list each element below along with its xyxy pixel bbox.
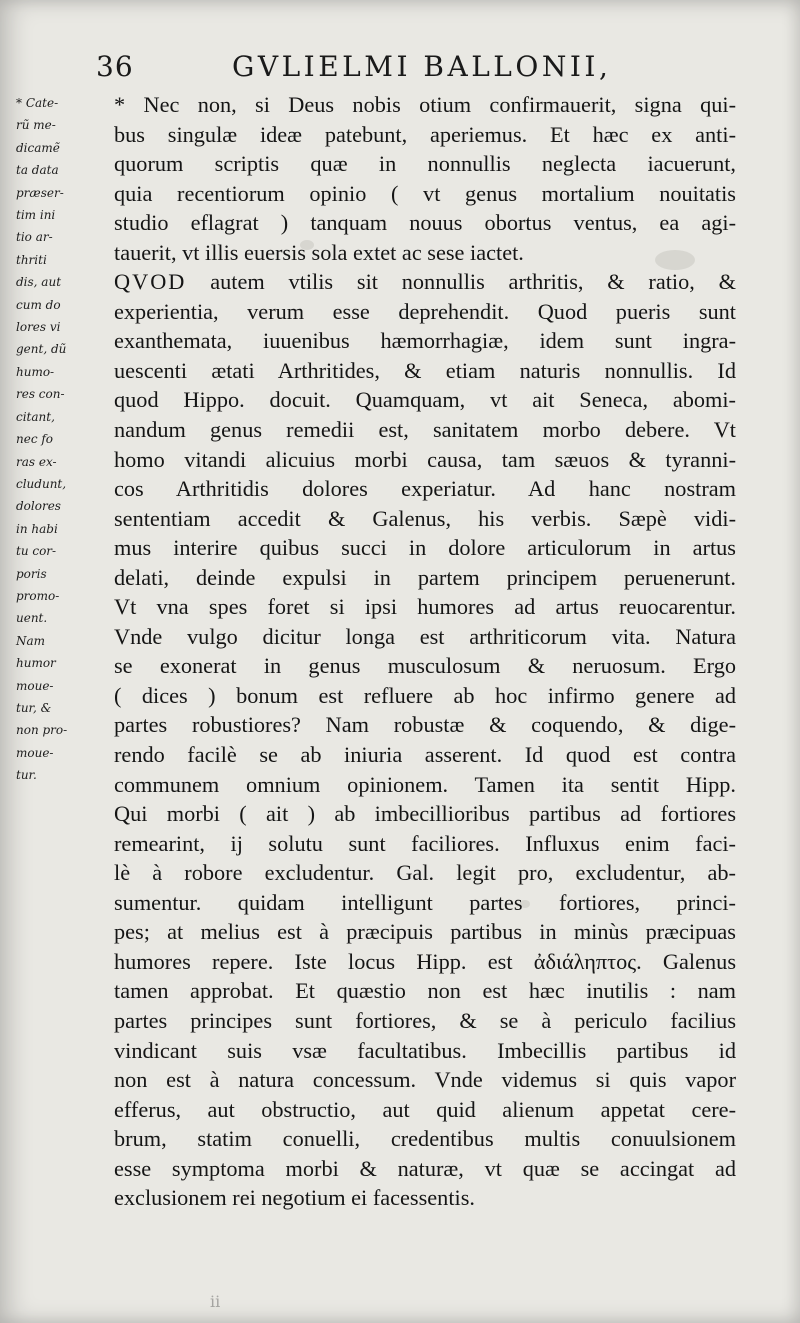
margin-note-line: thriti	[16, 252, 47, 267]
text-line: nandum genus remedii est, sanitatem morbo debere. Vt	[114, 417, 736, 443]
text-line: communem omnium opinionem. Tamen ita sentit Hipp.	[114, 771, 736, 797]
text-line-rest: autem vtilis sit nonnullis arthritis, & ratio, &	[210, 269, 736, 295]
text-line: pes; at melius est à præcipuis partibus in minùs præcipuas	[114, 919, 736, 945]
margin-note-line: cludunt,	[16, 476, 67, 491]
margin-note-line: tur.	[16, 768, 37, 783]
margin-note-line: moue-	[16, 745, 54, 760]
margin-note-line: uent.	[16, 611, 48, 626]
text-line: uescenti ætati Arthritides, & etiam naturis nonnullis. Id	[114, 357, 736, 383]
margin-note-line: ras ex-	[16, 454, 57, 469]
initial-word: QVOD	[114, 269, 187, 295]
text-line: quorum scriptis quæ in nonnullis neglecta iacuerunt,	[114, 151, 736, 177]
margin-note-line: præser-	[16, 185, 64, 200]
margin-note-line: humo-	[16, 364, 55, 379]
text-line: sententiam accedit & Galenus, his verbis. Sæpè vidi-	[114, 505, 736, 531]
margin-note-line: Nam	[16, 633, 46, 648]
page-number: 36	[96, 50, 134, 83]
margin-note-line: res con-	[16, 387, 65, 402]
text-line	[114, 267, 736, 297]
margin-note-line: promo-	[16, 588, 60, 603]
margin-note-line: dolores	[16, 499, 61, 514]
margin-note-line: rũ me-	[16, 118, 56, 133]
margin-note-line: dicamẽ	[16, 140, 60, 155]
page-header	[0, 44, 800, 84]
margin-note-line: non pro-	[16, 723, 68, 738]
text-line: exclusionem rei negotium ei facessentis.	[114, 1185, 475, 1211]
margin-note-line: dis, aut	[16, 275, 62, 290]
text-line: sumentur. quidam intelligunt partes fortiores, princi-	[114, 889, 736, 915]
margin-note-line: citant,	[16, 409, 55, 424]
text-line: ( dices ) bonum est refluere ab hoc infirmo genere ad	[114, 682, 736, 708]
text-line: exanthemata, iuuenibus hæmorrhagiæ, idem sunt ingra-	[114, 328, 736, 354]
margin-note-line: tim ini	[16, 208, 56, 223]
text-line: Vt vna spes foret si ipsi humores ad artus reuocarentur.	[114, 594, 736, 620]
text-line: esse symptoma morbi & naturæ, vt quæ se accingat ad	[114, 1155, 736, 1181]
text-line: cos Arthritidis dolores experiatur. Ad hanc nostram	[114, 476, 736, 502]
text-line: experientia, verum esse deprehendit. Quod pueris sunt	[114, 298, 736, 324]
margin-note-line: poris	[16, 566, 47, 581]
text-line: lè à robore excludentur. Gal. legit pro, excludentur, ab-	[114, 860, 736, 886]
text-line: studio eflagrat ) tanquam nouus obortus ventus, ea agi-	[114, 210, 736, 236]
text-line: tauerit, vt illis euersis sola extet ac sese iactet.	[114, 239, 524, 265]
text-line: partes principes sunt fortiores, & se à periculo facilius	[114, 1007, 736, 1033]
margin-note-line: tu cor-	[16, 544, 57, 559]
bleed-through-mark: ii	[210, 1292, 221, 1311]
text-line: humores repere. Iste locus Hipp. est ἀδιάληπτος. Galenus	[114, 948, 736, 974]
text-line: mus interire quibus succi in dolore articulorum in artus	[114, 535, 736, 561]
paragraph-1	[114, 90, 736, 267]
margin-note-line: gent, dũ	[16, 342, 67, 357]
text-line: efferus, aut obstructio, aut quid alienum appetat cere-	[114, 1096, 736, 1122]
paragraph-2	[114, 297, 736, 1213]
margin-note-line: tur, &	[16, 700, 52, 715]
running-title: GVLIELMI BALLONII,	[232, 50, 612, 83]
margin-note-line: nec fo	[16, 432, 54, 447]
main-text	[114, 90, 736, 1213]
text-line: Qui morbi ( ait ) ab imbecillioribus partibus ad fortiores	[114, 801, 736, 827]
text-line: quod Hippo. docuit. Quamquam, vt ait Seneca, abomi-	[114, 387, 736, 413]
margin-note-line: * Cate-	[16, 96, 59, 110]
margin-note-line: in habi	[16, 521, 58, 536]
text-line: remearint, ij solutu sunt faciliores. Influxus enim faci-	[114, 830, 736, 856]
margin-note-line: cum do	[16, 297, 61, 312]
text-line: delati, deinde expulsi in partem principem peruenerunt.	[114, 564, 736, 590]
text-line: se exonerat in genus musculosum & neruosum. Ergo	[114, 653, 736, 679]
margin-note-line: tio ar-	[16, 230, 53, 245]
margin-note-line: moue-	[16, 678, 54, 693]
text-line: bus singulæ ideæ patebunt, aperiemus. Et hæc ex anti-	[114, 121, 736, 147]
text-line: partes robustiores? Nam robustæ & coquendo, & dige-	[114, 712, 736, 738]
margin-note-line: ta data	[16, 163, 59, 178]
text-line: quia recentiorum opinio ( vt genus mortalium nouitatis	[114, 180, 736, 206]
text-line: tamen approbat. Et quæstio non est hæc inutilis : nam	[114, 978, 736, 1004]
text-line: non est à natura concessum. Vnde videmus si quis vapor	[114, 1067, 736, 1093]
text-line: homo vitandi alicuius morbi causa, tam sæuos & tyranni-	[114, 446, 736, 472]
margin-notes	[16, 92, 102, 787]
text-line: vindicant suis vsæ facultatibus. Imbecillis partibus id	[114, 1037, 736, 1063]
margin-note-line: humor	[16, 656, 56, 671]
text-line: Vnde vulgo dicitur longa est arthriticorum vita. Natura	[114, 623, 736, 649]
text-line: rendo facilè se ab iniuria asserent. Id quod est contra	[114, 742, 736, 768]
text-line: brum, statim conuelli, credentibus multis conuulsionem	[114, 1126, 736, 1152]
text-line: * Nec non, si Deus nobis otium confirmauerit, signa qui-	[114, 92, 736, 117]
margin-note-line: lores vi	[16, 320, 61, 335]
